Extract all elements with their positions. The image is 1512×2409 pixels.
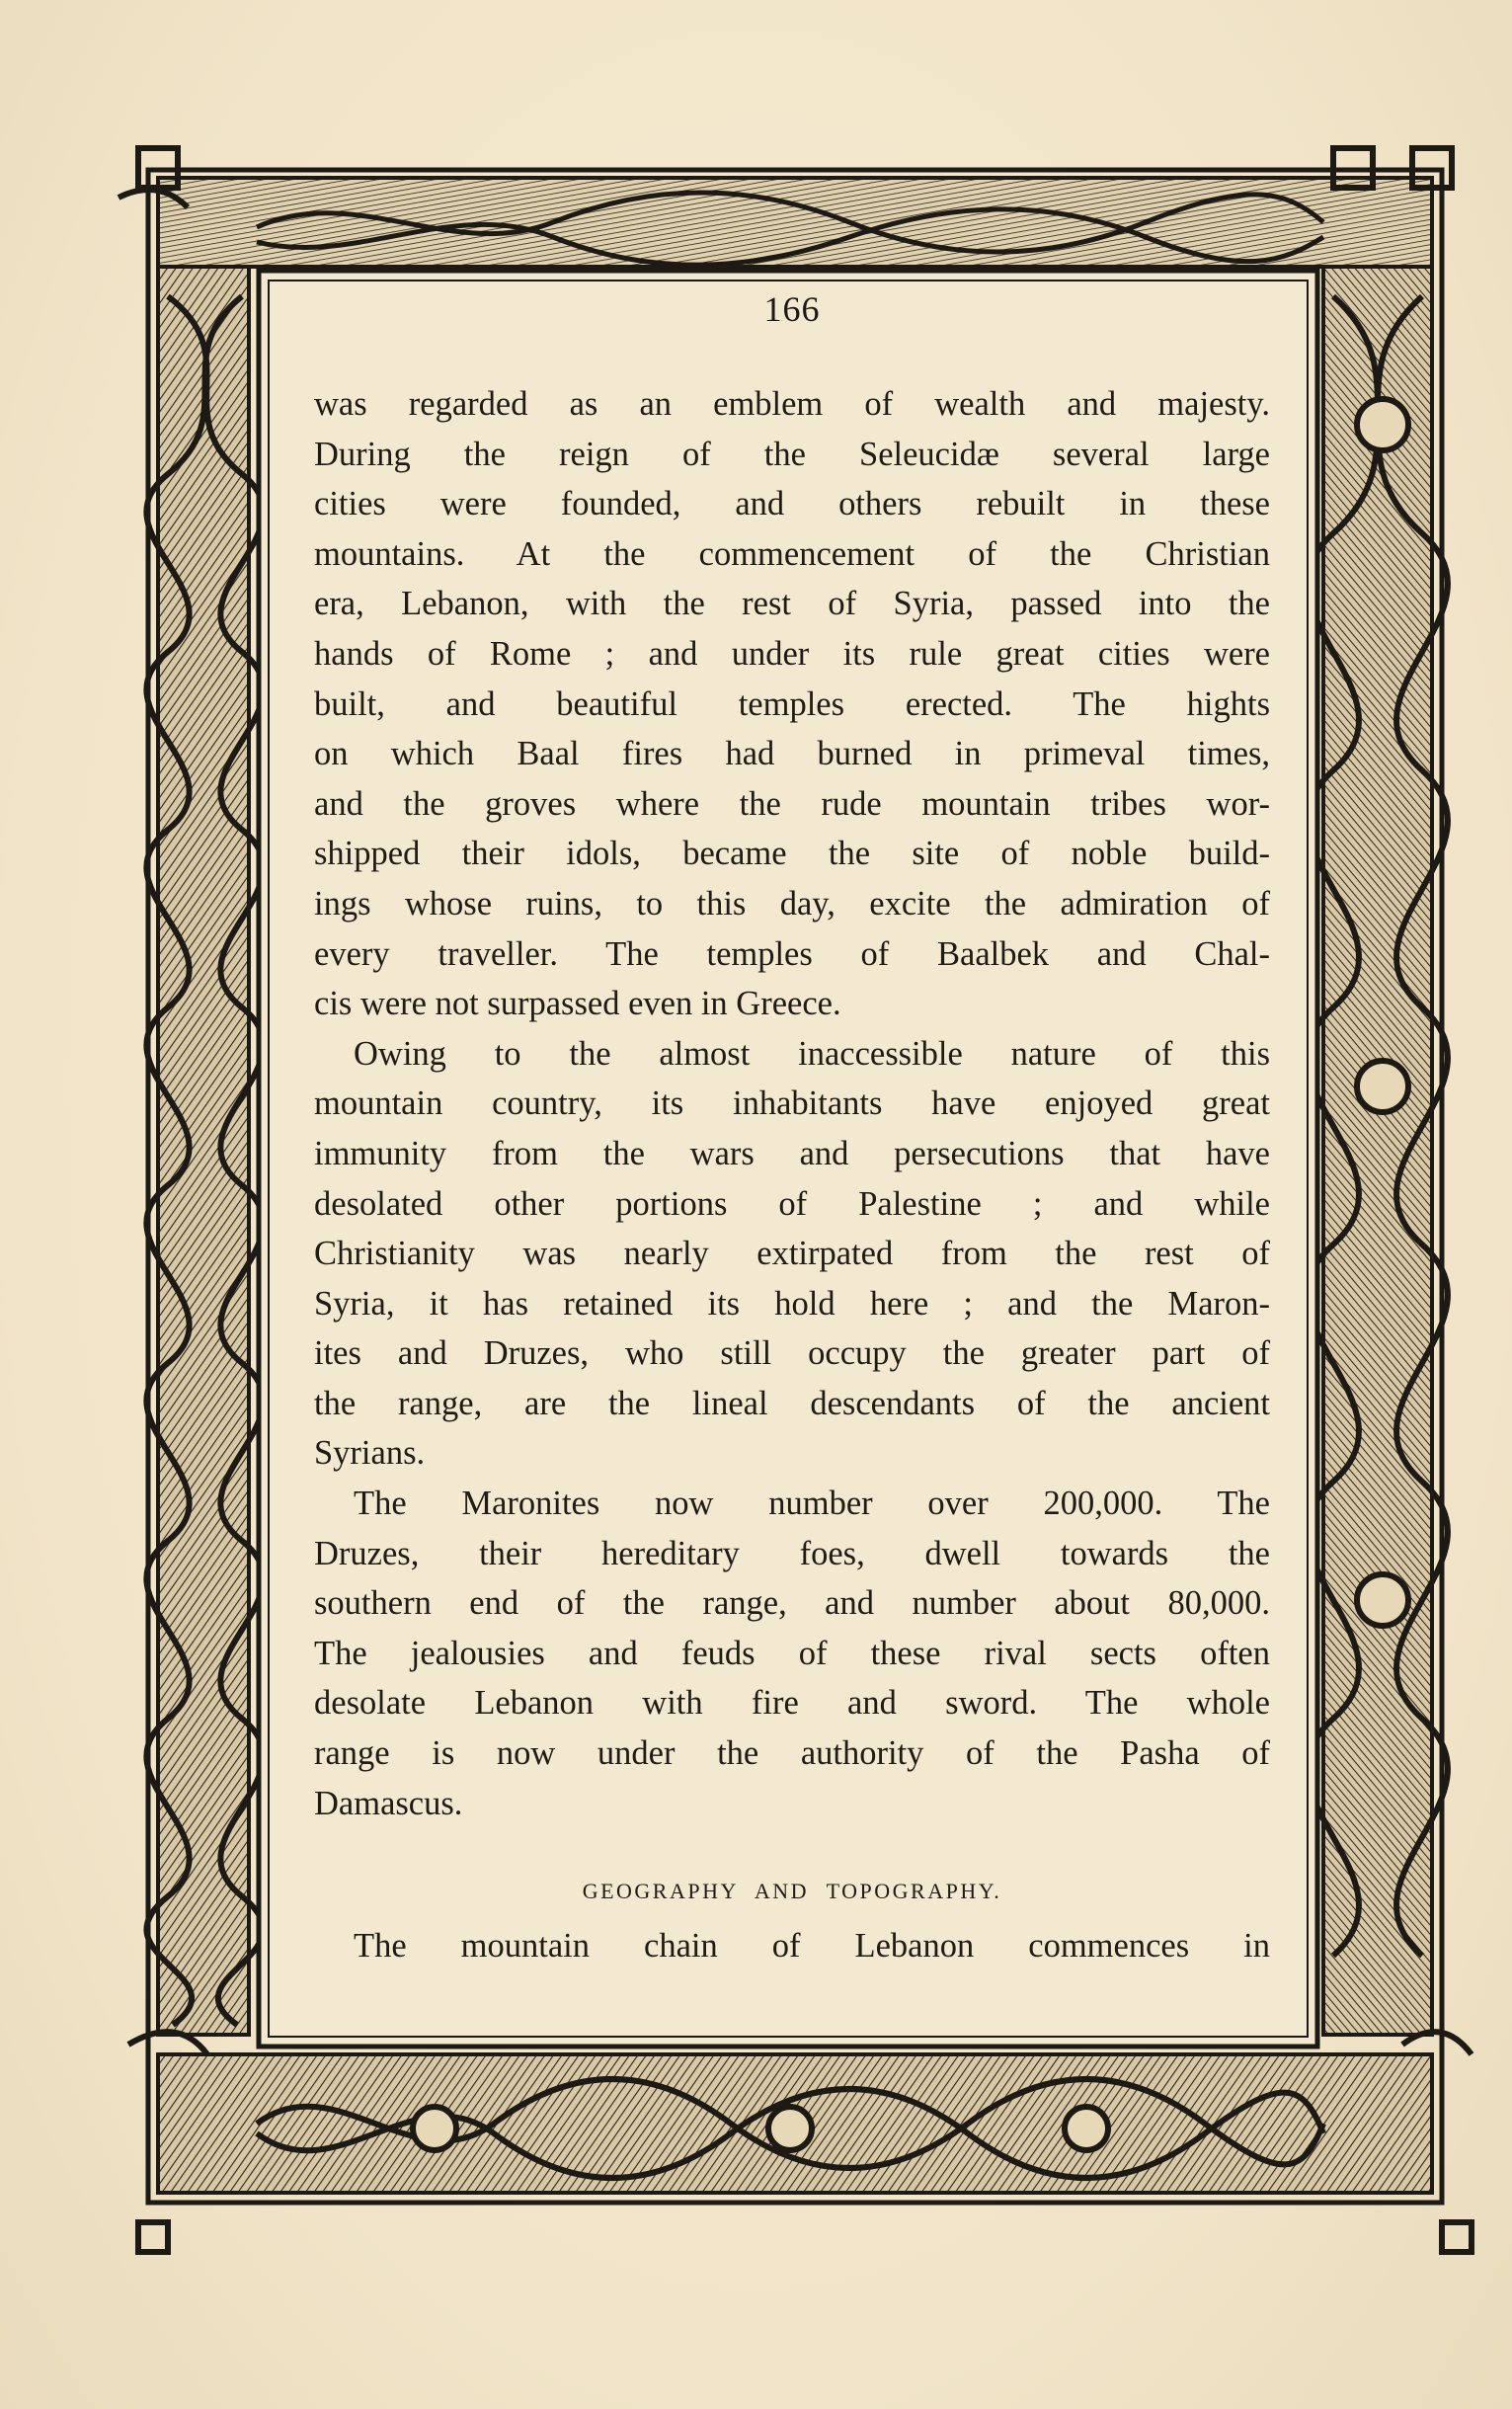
text-line: During the reign of the Seleucidæ several large: [314, 435, 1270, 473]
text-line: Damascus.: [314, 1784, 463, 1822]
body-text: [314, 379, 1270, 1971]
page-number: 166: [763, 289, 821, 329]
text-line: every traveller. The temples of Baalbek and Chal-: [314, 934, 1270, 973]
text-line: Christianity was nearly extirpated from the rest of: [314, 1235, 1270, 1273]
text-line: immunity from the wars and persecutions that have: [314, 1134, 1270, 1172]
text-line: and the groves where the rude mountain tribes wor-: [314, 784, 1270, 823]
text-line: The Maronites now number over 200,000. The: [354, 1485, 1270, 1523]
text-line: era, Lebanon, with the rest of Syria, passed into the: [314, 585, 1270, 623]
section-heading: GEOGRAPHY AND TOPOGRAPHY.: [582, 1879, 1002, 1904]
text-line: The jealousies and feuds of these rival sects often: [314, 1634, 1270, 1672]
text-line: the range, are the lineal descendants of the ancient: [314, 1384, 1270, 1422]
text-line: Syria, it has retained its hold here ; and the Maron-: [314, 1284, 1270, 1323]
text-line: cis were not surpassed even in Greece.: [314, 985, 841, 1023]
text-line: mountain country, its inhabitants have enjoyed great: [314, 1084, 1270, 1123]
text-line: Owing to the almost inaccessible nature of this: [354, 1034, 1270, 1073]
text-panel: [314, 288, 1270, 2031]
text-line: Druzes, their hereditary foes, dwell towards the: [314, 1534, 1270, 1572]
text-line: mountains. At the commencement of the Christian: [314, 534, 1270, 573]
text-line: ites and Druzes, who still occupy the greater part of: [314, 1334, 1270, 1373]
text-line: southern end of the range, and number about 80,000.: [314, 1584, 1270, 1623]
text-line: desolate Lebanon with fire and sword. The whole: [314, 1684, 1270, 1723]
text-line: cities were founded, and others rebuilt in these: [314, 485, 1270, 523]
text-line: was regarded as an emblem of wealth and majesty.: [314, 385, 1270, 423]
text-line: built, and beautiful temples erected. The hights: [314, 684, 1270, 723]
text-line: range is now under the authority of the Pasha of: [314, 1734, 1270, 1773]
text-line: The mountain chain of Lebanon commences in: [354, 1927, 1270, 1966]
text-line: on which Baal fires had burned in primeval times,: [314, 735, 1270, 773]
text-line: ings whose ruins, to this day, excite the admiration of: [314, 884, 1270, 923]
text-line: desolated other portions of Palestine ; and while: [314, 1184, 1270, 1223]
text-line: hands of Rome ; and under its rule great cities were: [314, 634, 1270, 673]
text-line: Syrians.: [314, 1434, 426, 1473]
section-spacer: [314, 1828, 1270, 1862]
text-line: shipped their idols, became the site of noble build-: [314, 835, 1270, 873]
